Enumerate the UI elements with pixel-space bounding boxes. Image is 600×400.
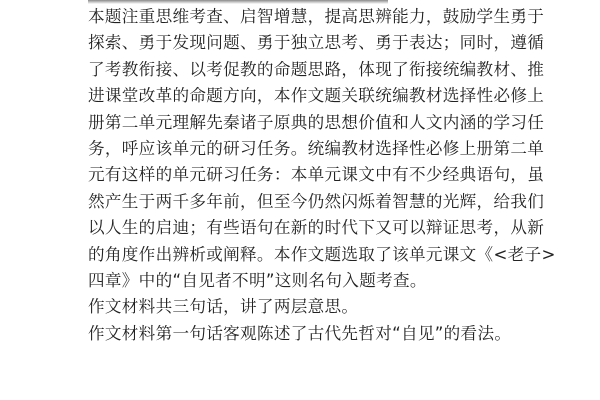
- text-line-1: 本题注重思维考查、启智增慧，提高思辨能力，鼓励学生勇于: [88, 7, 545, 26]
- text-line-13: 作文材料第一句话客观陈述了古代先哲对“自见”的看法。: [88, 323, 512, 343]
- article-text: [88, 0, 556, 347]
- text-line-6: 务，呼应该单元的研习任务。统编教材选择性必修上册第二单: [88, 138, 545, 158]
- text-line-5: 册第二单元理解先秦诸子原典的思想价值和人文内涵的学习任: [88, 112, 545, 132]
- text-line-11: 四章》中的“自见者不明”这则名句入题考查。: [88, 270, 427, 290]
- text-line-4: 进课堂改革的命题方向，本作文题关联统编教材选择性必修上: [88, 86, 545, 106]
- text-line-12: 作文材料共三句话，讲了两层意思。: [88, 297, 359, 317]
- text-line-2: 探索、勇于发现问题、勇于独立思考、勇于表达；同时，遵循: [88, 33, 545, 53]
- text-line-3: 了考教衔接、以考促教的命题思路，体现了衔接统编教材、推: [88, 59, 545, 79]
- text-line-9: 以人生的启迪；有些语句在新的时代下又可以辩证思考，从新: [88, 218, 545, 238]
- text-line-7: 元有这样的单元研习任务：本单元课文中有不少经典语句，虽: [88, 165, 545, 185]
- text-line-8: 然产生于两千多年前，但至今仍然闪烁着智慧的光辉，给我们: [88, 191, 545, 211]
- text-line-10: 的角度作出辨析或阐释。本作文题选取了该单元课文《<老子>: [88, 244, 556, 264]
